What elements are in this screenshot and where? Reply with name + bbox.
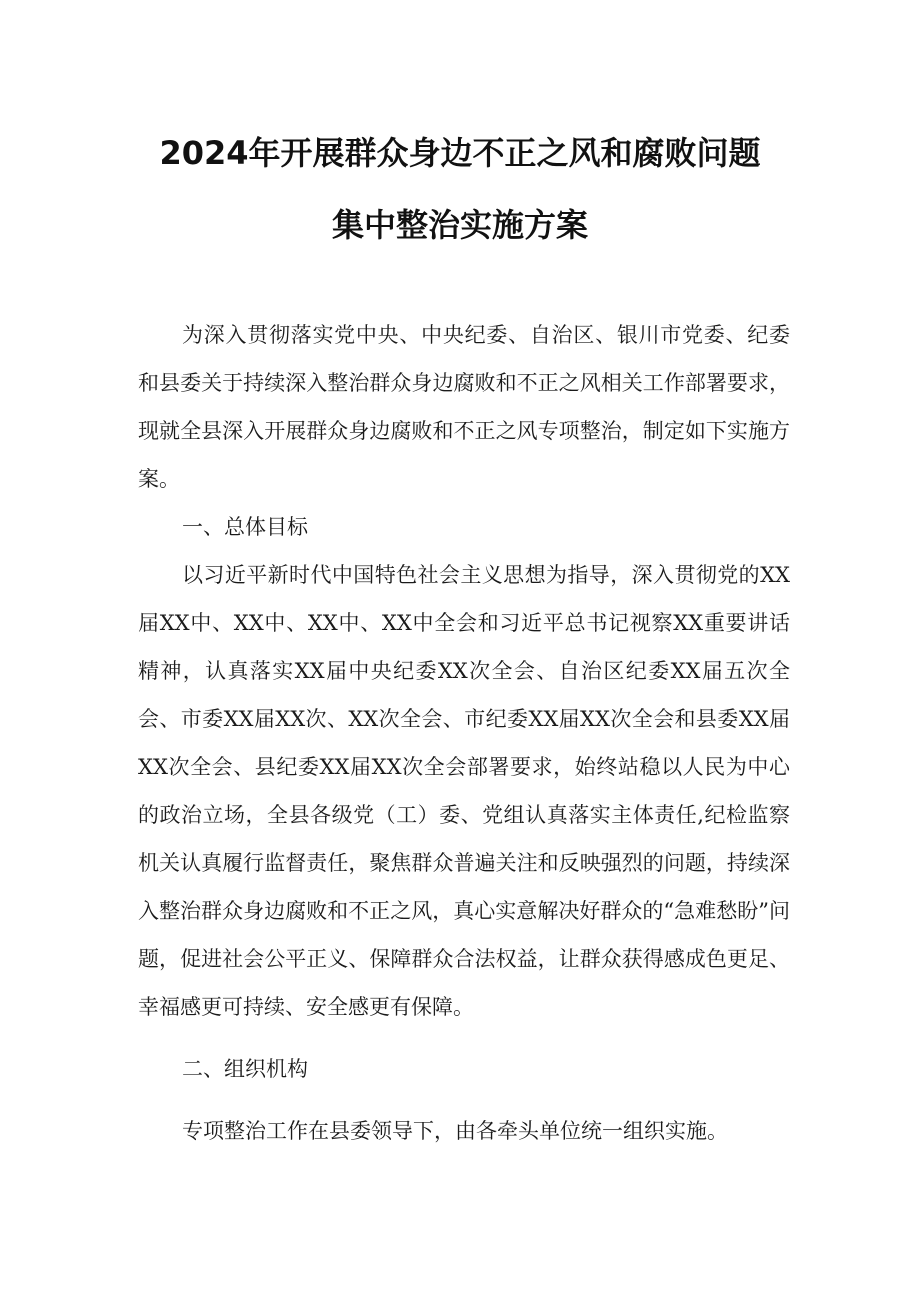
section-paragraph-organization: 专项整治工作在县委领导下，由各牵头单位统一组织实施。 (182, 1119, 728, 1143)
document-body (138, 311, 790, 1155)
intro-paragraph: 为深入贯彻落实党中央、中央纪委、自治区、银川市党委、纪委和县委关于持续深入整治群众身边腐败和不正之风相关工作部署要求，现就全县深入开展群众身边腐败和不正之风专项整治，制定如下实施方案。 (138, 323, 790, 491)
paragraph-spacer (138, 1093, 790, 1107)
section-paragraph-overall-goal: 以习近平新时代中国特色社会主义思想为指导，深入贯彻党的XX届XX中、XX中、XX中、XX中全会和习近平总书记视察XX重要讲话精神，认真落实XX届中央纪委XX次全会、自治区纪委XX届五次全会、市委XX届XX次、XX次全会、市纪委XX届XX次全会和县委XX届XX次全会、县纪委XX届XX次全会部署要求，始终站稳以人民为中心的政治立场，全县各级党（工）委、党组认真落实主体责任,纪检监察机关认真履行监督责任，聚焦群众普遍关注和反映强烈的问题，持续深入整治群众身边腐败和不正之风，真心实意解决好群众的“急难愁盼”问题，促进社会公平正义、保障群众合法权益，让群众获得感成色更足、幸福感更可持续、安全感更有保障。 (138, 563, 790, 1019)
paragraph-spacer (138, 1031, 790, 1045)
document-title-line-2: 集中整治实施方案 (331, 206, 588, 244)
section-heading-organization: 二、组织机构 (182, 1057, 308, 1081)
document-title-line-1: 2024年开展群众身边不正之风和腐败问题 (159, 134, 761, 172)
section-heading-overall-goal: 一、总体目标 (182, 515, 308, 539)
